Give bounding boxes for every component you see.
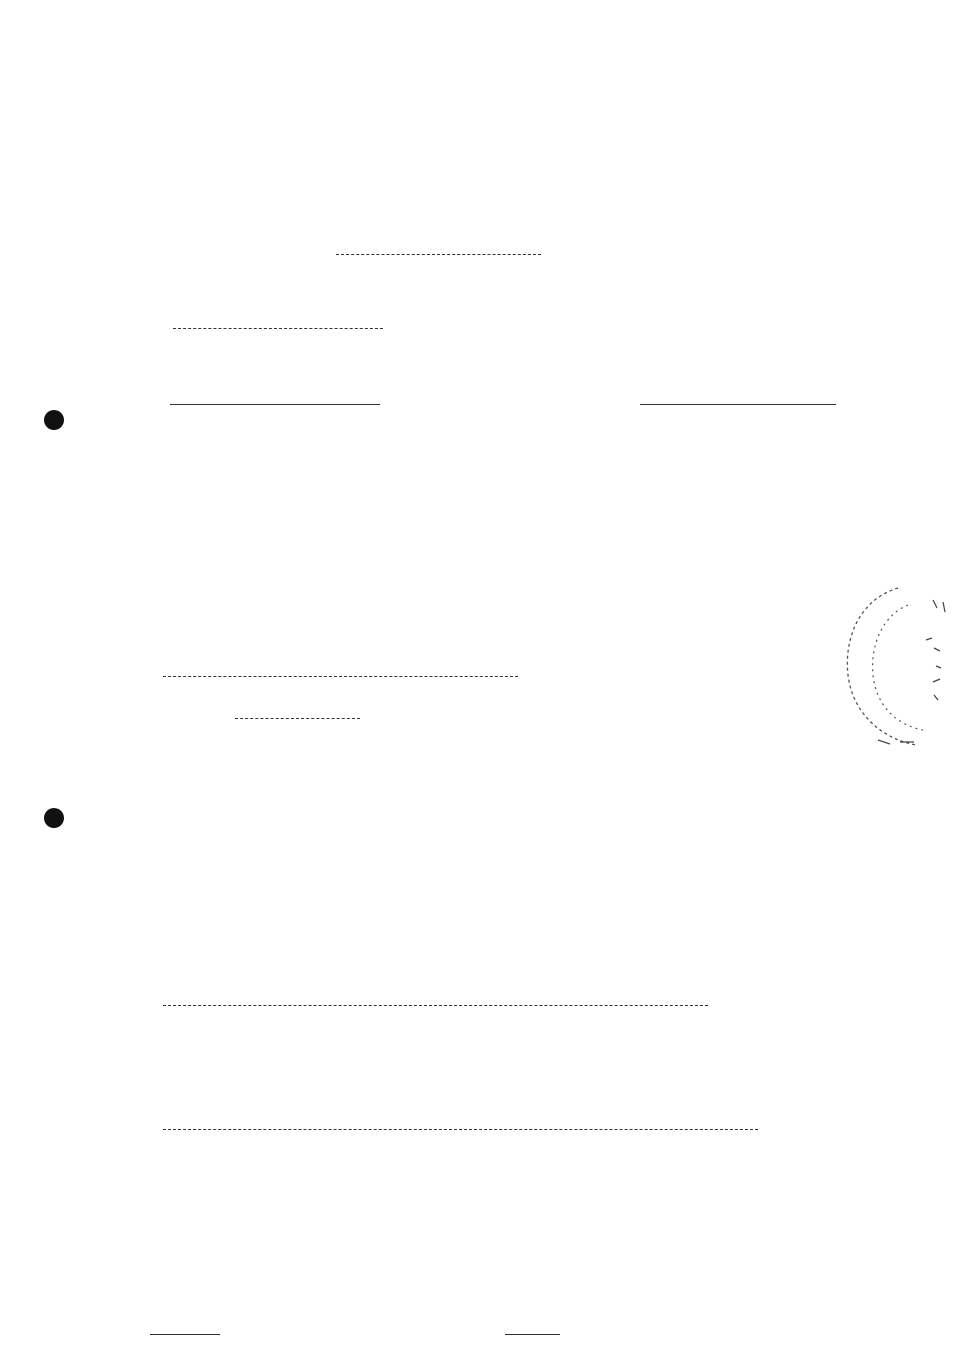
punch-hole-top [44, 410, 64, 430]
section-1-last-line [160, 664, 518, 688]
seal-stamp-fragment [838, 580, 958, 750]
presented-line [232, 706, 360, 730]
footer-rule-right [505, 1334, 560, 1335]
identity-line-2 [170, 316, 383, 340]
footer-rule-left [150, 1334, 220, 1335]
decision-last-line [160, 993, 708, 1017]
punch-hole-bottom [44, 808, 64, 828]
statute-last-line [160, 1117, 758, 1141]
paragraph-representatives-last-line [333, 242, 541, 266]
title-rule-right [640, 404, 836, 405]
title-rule-left [170, 404, 380, 405]
